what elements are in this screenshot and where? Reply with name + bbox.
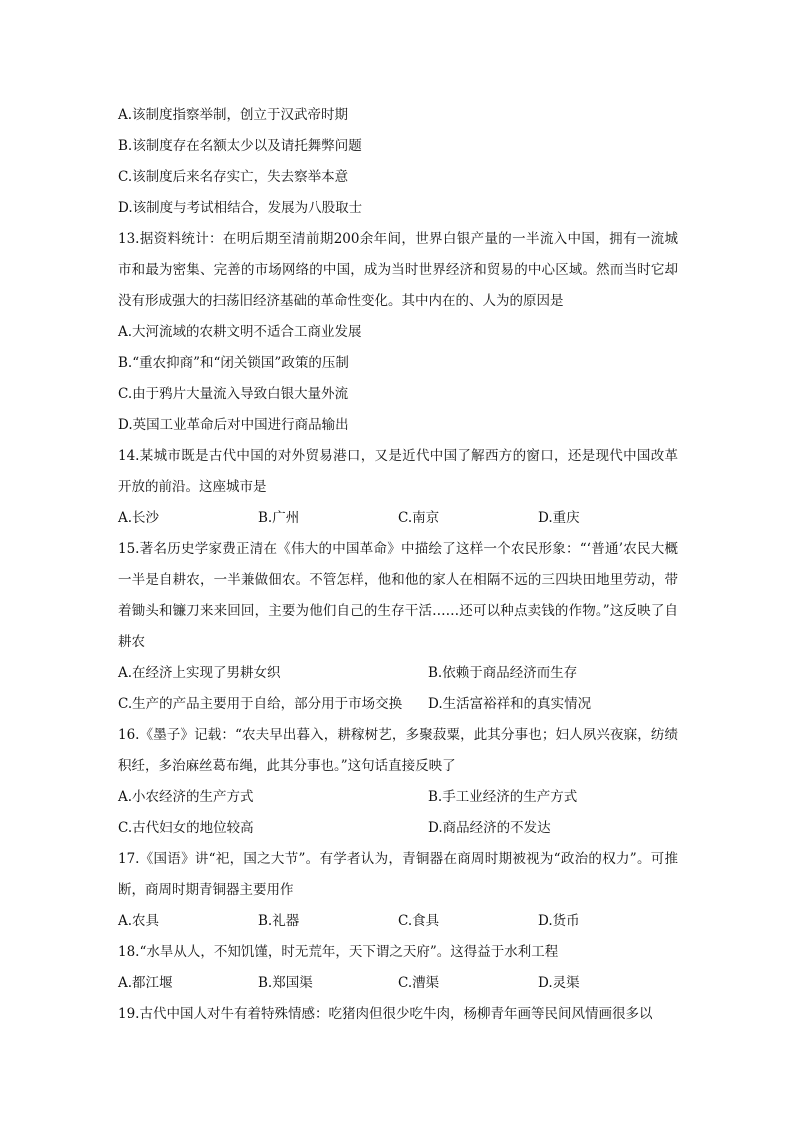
q17-options bbox=[118, 906, 678, 937]
q16-options-row1 bbox=[118, 782, 678, 813]
q16-stem: 16.《墨子》记载：“农夫早出暮入，耕稼树艺，多聚菽粟，此其分事也；妇人夙兴夜寐，纺绩积纴，多治麻丝葛布绳，此其分事也。”这句话直接反映了 bbox=[118, 727, 678, 774]
q13-option-b: B.“重农抑商”和“闭关锁国”政策的压制 bbox=[118, 355, 349, 371]
q16-option-a: A.小农经济的生产方式 bbox=[118, 789, 254, 805]
q18-option-a: A.都江堰 bbox=[118, 975, 173, 991]
q13-stem: 13.据资料统计：在明后期至清前期200余年间，世界白银产量的一半流入中国，拥有一流城市和最为密集、完善的市场网络的中国，成为当时世界经济和贸易的中心区域。然而当时它却没有形成强大的扫荡旧经济基础的革命性变化。其中内在的、人为的原因是 bbox=[118, 231, 678, 309]
q14-options bbox=[118, 503, 678, 534]
q18-option-d: D.灵渠 bbox=[538, 975, 580, 991]
q14-option-c: C.南京 bbox=[398, 510, 440, 526]
q18-options bbox=[118, 968, 678, 999]
q19-stem: 19.古代中国人对牛有着特殊情感：吃猪肉但很少吃牛肉，杨柳青年画等民间风情画很多以 bbox=[118, 1006, 653, 1022]
q18-option-c: C.漕渠 bbox=[398, 975, 440, 991]
q17-option-a: A.农具 bbox=[118, 913, 160, 929]
q15-option-d: D.生活富裕祥和的真实情况 bbox=[428, 696, 592, 712]
q13-option-a: A.大河流域的农耕文明不适合工商业发展 bbox=[118, 324, 362, 340]
q14-stem: 14.某城市既是古代中国的对外贸易港口，又是近代中国了解西方的窗口，还是现代中国改革开放的前沿。这座城市是 bbox=[118, 448, 678, 495]
q15-options-row2 bbox=[118, 689, 678, 720]
q14-option-b: B.广州 bbox=[258, 510, 300, 526]
q15-options-row1 bbox=[118, 658, 678, 689]
q17-option-c: C.食具 bbox=[398, 913, 440, 929]
q12-option-d: D.该制度与考试相结合，发展为八股取士 bbox=[118, 200, 363, 216]
q15-option-c: C.生产的产品主要用于自给，部分用于市场交换 bbox=[118, 696, 403, 712]
q12-option-b: B.该制度存在名额太少以及请托舞弊问题 bbox=[118, 138, 362, 154]
question-list bbox=[118, 100, 678, 1030]
q15-option-a: A.在经济上实现了男耕女织 bbox=[118, 665, 281, 681]
q15-option-b: B.依赖于商品经济而生存 bbox=[428, 665, 578, 681]
q16-options-row2 bbox=[118, 813, 678, 844]
q18-option-b: B.郑国渠 bbox=[258, 975, 313, 991]
q16-option-d: D.商品经济的不发达 bbox=[428, 820, 551, 836]
q14-option-a: A.长沙 bbox=[118, 510, 160, 526]
q13-option-d: D.英国工业革命后对中国进行商品输出 bbox=[118, 417, 349, 433]
q15-stem: 15.著名历史学家费正清在《伟大的中国革命》中描绘了这样一个农民形象：“‘普通’农民大概一半是自耕农，一半兼做佃农。不管怎样，他和他的家人在相隔不远的三四块田地里劳动，带着锄头和镰刀来来回回，主要为他们自己的生存干活……还可以种点卖钱的作物。”这反映了自耕农 bbox=[118, 541, 678, 650]
q12-option-a: A.该制度指察举制，创立于汉武帝时期 bbox=[118, 107, 349, 123]
q17-stem: 17.《国语》讲“祀，国之大节”。有学者认为，青铜器在商周时期被视为“政治的权力”。可推断，商周时期青铜器主要用作 bbox=[118, 851, 678, 898]
q17-option-b: B.礼器 bbox=[258, 913, 300, 929]
q16-option-c: C.古代妇女的地位较高 bbox=[118, 820, 254, 836]
q17-option-d: D.货币 bbox=[538, 913, 580, 929]
q13-option-c: C.由于鸦片大量流入导致白银大量外流 bbox=[118, 386, 349, 402]
q16-option-b: B.手工业经济的生产方式 bbox=[428, 789, 578, 805]
q18-stem: 18.“水旱从人，不知饥馑，时无荒年，天下谓之天府”。这得益于水利工程 bbox=[118, 944, 559, 960]
q12-option-c: C.该制度后来名存实亡，失去察举本意 bbox=[118, 169, 349, 185]
q14-option-d: D.重庆 bbox=[538, 510, 580, 526]
